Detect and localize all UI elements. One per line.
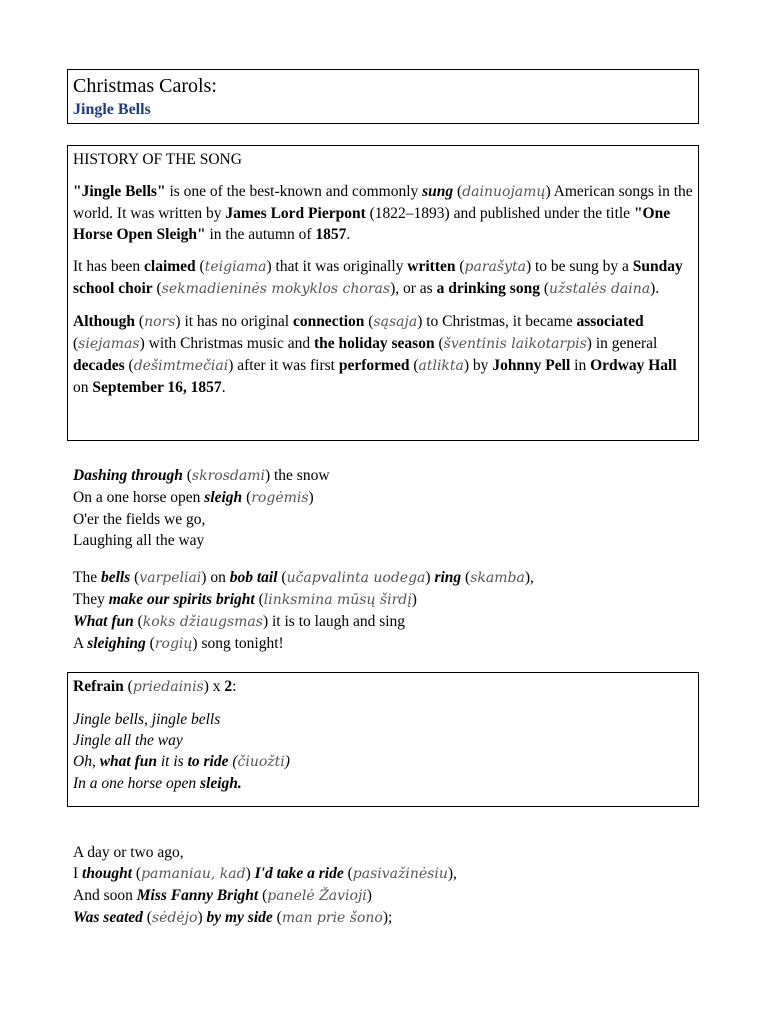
text-run: ) to Christmas, it became xyxy=(417,313,577,330)
translation-text: rogėmis xyxy=(251,490,309,506)
refrain-label xyxy=(73,676,693,698)
text-run: it is xyxy=(157,753,188,770)
lyric-line xyxy=(73,773,693,794)
text-run: ( xyxy=(145,635,155,652)
translation-text: koks džiaugsmas xyxy=(142,614,263,630)
text-run: ) in general xyxy=(586,335,658,352)
song-title: Jingle Bells xyxy=(73,101,151,118)
translation-text: panelė Žavioji xyxy=(267,888,367,904)
text-run: ) it has no original xyxy=(175,313,293,330)
lyric-line xyxy=(73,730,693,751)
text-run: ) the snow xyxy=(264,467,330,484)
text-run: ( xyxy=(195,258,205,275)
lyric-line xyxy=(73,589,703,611)
text-run: sleigh. xyxy=(200,775,242,792)
translation-text: užstalės daina xyxy=(549,281,651,297)
text-run: . xyxy=(221,379,226,396)
text-run: Although xyxy=(73,313,136,330)
text-run: ( xyxy=(182,467,192,484)
text-run: ) xyxy=(284,753,290,770)
text-run: performed xyxy=(338,357,410,374)
refrain-box xyxy=(67,672,699,807)
text-run: September 16, 1857 xyxy=(92,379,222,396)
document-title: Christmas Carols: xyxy=(73,75,217,97)
translation-text: skamba xyxy=(470,570,525,586)
text-run: O'er the fields we go, xyxy=(73,511,206,528)
history-paragraph xyxy=(73,311,693,398)
text-run: ); xyxy=(382,909,393,926)
text-run: James Lord Pierpont xyxy=(225,205,366,222)
text-run: Oh, xyxy=(73,753,100,770)
text-run: ) on xyxy=(201,569,230,586)
text-run: written xyxy=(407,258,456,275)
text-run: ( xyxy=(453,183,463,200)
text-run: And soon xyxy=(73,887,137,904)
text-run: Miss Fanny Bright xyxy=(136,887,259,904)
translation-text: učapvalinta uodega xyxy=(286,570,426,586)
translation-text: dešimtmečiai xyxy=(133,358,229,374)
text-run: a drinking song xyxy=(436,280,540,297)
text-run: decades xyxy=(73,357,125,374)
text-run: ( xyxy=(409,357,419,374)
text-run: ), xyxy=(524,569,534,586)
translation-text: rogių xyxy=(154,636,193,652)
text-run: ) after it was first xyxy=(228,357,339,374)
translation-text: nors xyxy=(144,314,176,330)
text-run: I xyxy=(73,865,83,882)
text-run: "One Horse Open Sleigh" xyxy=(73,205,671,243)
lyric-line xyxy=(73,709,693,730)
text-run: On a one horse open xyxy=(73,489,205,506)
text-run: ( xyxy=(135,313,145,330)
history-paragraph xyxy=(73,256,693,300)
text-run: Jingle all the way xyxy=(73,732,183,749)
text-run: ( xyxy=(132,865,142,882)
history-heading: HISTORY OF THE SONG xyxy=(73,151,242,168)
text-run: ) American songs in the world. It was written by xyxy=(73,183,693,222)
text-run: ( xyxy=(152,280,162,297)
verse-3 xyxy=(73,842,703,929)
text-run: Refrain xyxy=(73,678,124,695)
text-run: ( xyxy=(277,569,287,586)
text-run: is one of the best-known and commonly xyxy=(165,183,423,200)
text-run: ) xyxy=(411,591,417,608)
history-box xyxy=(67,145,699,441)
text-run: ) with Christmas music and xyxy=(139,335,314,352)
text-run: sleigh xyxy=(204,489,243,506)
text-run: ( xyxy=(434,335,444,352)
translation-text: linksmina mūsų širdį xyxy=(263,592,412,608)
lyric-line xyxy=(73,842,703,863)
text-run: to ride xyxy=(187,753,229,770)
text-run: ( xyxy=(272,909,282,926)
text-run: : xyxy=(232,678,237,695)
history-paragraph xyxy=(73,181,693,245)
verse-1 xyxy=(73,465,703,551)
text-run: the holiday season xyxy=(314,335,435,352)
translation-text: čiuožti xyxy=(237,754,285,770)
text-run: ) by xyxy=(463,357,493,374)
translation-text: man prie šono xyxy=(281,910,383,926)
text-run: ( xyxy=(123,678,133,695)
lyric-line xyxy=(73,907,703,929)
text-run: ). xyxy=(650,280,660,297)
translation-text: atlikta xyxy=(418,358,464,374)
text-run: ( xyxy=(258,887,268,904)
text-run: ) song tonight! xyxy=(192,635,284,652)
text-run: (1822–1893) and published under the title xyxy=(365,205,634,222)
text-run: In a one horse open xyxy=(73,775,200,792)
text-run: bells xyxy=(100,569,131,586)
text-run: ( xyxy=(133,613,143,630)
text-run: A day or two ago, xyxy=(73,844,184,861)
verse-2 xyxy=(73,567,703,655)
lyric-line xyxy=(73,530,703,551)
text-run: by my side xyxy=(206,909,273,926)
lyric-line xyxy=(73,509,703,530)
title-box xyxy=(67,69,699,124)
translation-text: parašyta xyxy=(464,259,526,275)
translation-text: šventinis laikotarpis xyxy=(443,336,587,352)
text-run: ( xyxy=(539,280,550,297)
translation-text: pasivažinėsiu xyxy=(352,866,448,882)
text-run: Jingle bells, jingle bells xyxy=(73,711,221,728)
text-run: ( xyxy=(73,335,79,352)
text-run: Dashing through xyxy=(73,467,183,484)
text-run: ) xyxy=(197,909,207,926)
text-run: ) x xyxy=(203,678,225,695)
text-run: ) that it was originally xyxy=(266,258,408,275)
text-run: ( xyxy=(461,569,471,586)
translation-text: dainuojamų xyxy=(462,184,546,200)
translation-text: siejamas xyxy=(78,336,140,352)
text-run: ring xyxy=(434,569,462,586)
text-run: ( xyxy=(228,753,238,770)
text-run: sleighing xyxy=(87,635,146,652)
translation-text: skrosdami xyxy=(191,468,265,484)
text-run: ( xyxy=(130,569,140,586)
text-run: 2 xyxy=(224,678,233,695)
text-run: Sunday school choir xyxy=(73,258,683,297)
text-run: "Jingle Bells" xyxy=(73,183,166,200)
lyric-line xyxy=(73,633,703,655)
text-run: bob tail xyxy=(229,569,278,586)
text-run: They xyxy=(73,591,109,608)
text-run: sung xyxy=(422,183,454,200)
text-run: ( xyxy=(364,313,374,330)
translation-text: sekmadieninės mokyklos choras xyxy=(161,281,391,297)
text-run: Johnny Pell xyxy=(492,357,571,374)
translation-text: pamaniau, kad xyxy=(141,866,246,882)
text-run: ) xyxy=(425,569,435,586)
text-run: ( xyxy=(242,489,252,506)
text-run: The xyxy=(73,569,101,586)
text-run: claimed xyxy=(144,258,196,275)
translation-text: priedainis xyxy=(132,679,204,695)
text-run: What fun xyxy=(73,613,134,630)
text-run: ( xyxy=(142,909,152,926)
text-run: A xyxy=(73,635,88,652)
lyric-line xyxy=(73,863,703,885)
text-run: ) xyxy=(245,865,255,882)
refrain-lines xyxy=(73,709,693,794)
lyric-line xyxy=(73,885,703,907)
lyric-line xyxy=(73,567,703,589)
translation-text: sėdėjo xyxy=(151,910,198,926)
text-run: what fun xyxy=(99,753,157,770)
text-run: on xyxy=(73,379,93,396)
text-run: ) xyxy=(308,489,314,506)
text-run: It has been xyxy=(73,258,145,275)
translation-text: teigiama xyxy=(204,259,267,275)
text-run: make our spirits bright xyxy=(108,591,255,608)
text-run: . xyxy=(346,226,351,243)
text-run: in xyxy=(570,357,591,374)
text-run: ) it is to laugh and sing xyxy=(262,613,406,630)
text-run: I'd take a ride xyxy=(254,865,344,882)
text-run: connection xyxy=(292,313,365,330)
text-run: thought xyxy=(82,865,133,882)
text-run: ), or as xyxy=(390,280,437,297)
text-run: Laughing all the way xyxy=(73,532,205,549)
text-run: Ordway Hall xyxy=(590,357,677,374)
text-run: 1857 xyxy=(315,226,347,243)
text-run: in the autumn of xyxy=(205,226,316,243)
text-run: associated xyxy=(576,313,644,330)
text-run: ) xyxy=(366,887,372,904)
lyric-line xyxy=(73,465,703,487)
text-run: ), xyxy=(447,865,457,882)
text-run: ) to be sung by a xyxy=(525,258,633,275)
text-run: ( xyxy=(124,357,134,374)
translation-text: sąsaja xyxy=(373,314,418,330)
lyric-line xyxy=(73,487,703,509)
text-run: Was seated xyxy=(73,909,143,926)
text-run: ( xyxy=(343,865,353,882)
text-run: ( xyxy=(455,258,465,275)
lyric-line xyxy=(73,751,693,773)
text-run: ( xyxy=(254,591,264,608)
lyric-line xyxy=(73,611,703,633)
translation-text: varpeliai xyxy=(139,570,202,586)
